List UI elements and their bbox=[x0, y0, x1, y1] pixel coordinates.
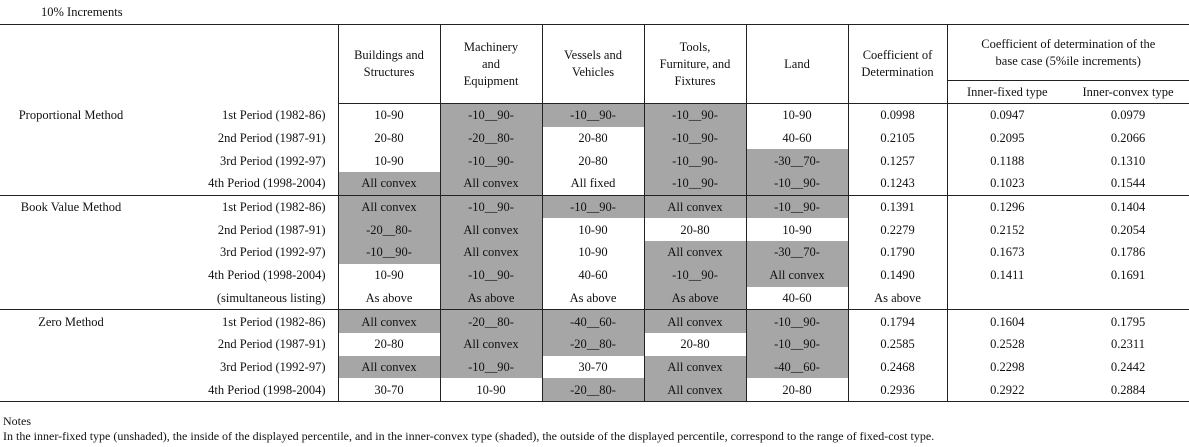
table-row bbox=[0, 127, 1189, 150]
fixed-cell: 20-80 bbox=[542, 149, 644, 172]
header-buildings: Buildings and Structures bbox=[338, 25, 440, 104]
inner-convex-cell: 0.1786 bbox=[1110, 245, 1146, 260]
results-table bbox=[0, 24, 1189, 402]
convex-cell: -10__90- bbox=[746, 333, 848, 356]
convex-cell: -20__80- bbox=[542, 378, 644, 401]
coef-cell: 0.1794 bbox=[848, 310, 947, 333]
fixed-cell: As above bbox=[542, 287, 644, 310]
table-row bbox=[0, 310, 1189, 333]
method-label: Zero Method bbox=[38, 314, 104, 329]
convex-cell: All convex bbox=[644, 195, 746, 218]
convex-cell: All convex bbox=[644, 241, 746, 264]
inner-convex-cell: 0.2442 bbox=[1110, 359, 1146, 374]
convex-cell: All convex bbox=[440, 241, 542, 264]
period-label: 2nd Period (1987-91) bbox=[148, 218, 338, 241]
header-inner-convex: Inner-convex type bbox=[1067, 81, 1189, 104]
inner-fixed-cell: 0.2298 bbox=[990, 359, 1025, 374]
convex-cell: All convex bbox=[440, 218, 542, 241]
table-row bbox=[0, 264, 1189, 287]
convex-cell: All convex bbox=[338, 310, 440, 333]
coef-cell: 0.1391 bbox=[848, 195, 947, 218]
period-label: 2nd Period (1987-91) bbox=[148, 127, 338, 150]
inner-convex-cell: 0.2884 bbox=[1067, 378, 1189, 401]
fixed-cell: 10-90 bbox=[338, 264, 440, 287]
convex-cell: -30__70- bbox=[746, 241, 848, 264]
convex-cell: -10__90- bbox=[542, 104, 644, 127]
fixed-cell: 20-80 bbox=[338, 127, 440, 150]
coef-cell: 0.1490 bbox=[848, 264, 947, 287]
header-vessels: Vessels and Vehicles bbox=[542, 25, 644, 104]
notes-text: In the inner-fixed type (unshaded), the inside of the displayed percentile, and in the inner-convex type (shaded), the outside of the displayed percentile, correspond to the range of fixed-cost type. bbox=[3, 429, 935, 443]
fixed-cell: 20-80 bbox=[644, 333, 746, 356]
inner-fixed-cell: 0.1023 bbox=[947, 172, 1067, 195]
table-row bbox=[0, 333, 1189, 356]
fixed-cell: 10-90 bbox=[338, 104, 440, 127]
coef-cell: 0.2936 bbox=[848, 378, 947, 401]
inner-convex-cell: 0.1795 bbox=[1110, 314, 1146, 329]
fixed-cell: 20-80 bbox=[746, 378, 848, 401]
inner-fixed-cell: 0.1673 bbox=[990, 245, 1025, 260]
coef-cell: 0.1257 bbox=[848, 149, 947, 172]
fixed-cell: 30-70 bbox=[338, 378, 440, 401]
header-row bbox=[0, 25, 1189, 81]
fixed-cell: As above bbox=[338, 287, 440, 310]
period-label: 4th Period (1998-2004) bbox=[148, 264, 338, 287]
fixed-cell: All fixed bbox=[542, 172, 644, 195]
table-row bbox=[0, 104, 1189, 127]
inner-fixed-cell: 0.2152 bbox=[990, 222, 1025, 237]
convex-cell: -20__80- bbox=[338, 218, 440, 241]
convex-cell: -10__90- bbox=[746, 172, 848, 195]
inner-fixed-cell bbox=[947, 287, 1067, 310]
convex-cell: All convex bbox=[644, 378, 746, 401]
convex-cell: -40__60- bbox=[542, 310, 644, 333]
table-caption: 10% Increments bbox=[41, 5, 123, 19]
period-label: 4th Period (1998-2004) bbox=[148, 172, 338, 195]
fixed-cell: 20-80 bbox=[338, 333, 440, 356]
period-label: 3rd Period (1992-97) bbox=[148, 356, 338, 379]
fixed-cell: 10-90 bbox=[746, 104, 848, 127]
header-tools: Tools, Furniture, and Fixtures bbox=[644, 25, 746, 104]
coef-cell: 0.2105 bbox=[848, 127, 947, 150]
fixed-cell: 20-80 bbox=[644, 218, 746, 241]
convex-cell: All convex bbox=[746, 264, 848, 287]
convex-cell: All convex bbox=[338, 172, 440, 195]
coef-cell: 0.1243 bbox=[848, 172, 947, 195]
fixed-cell: 30-70 bbox=[542, 356, 644, 379]
convex-cell: -10__90- bbox=[644, 264, 746, 287]
period-label: 3rd Period (1992-97) bbox=[148, 149, 338, 172]
convex-cell: As above bbox=[644, 287, 746, 310]
table-row bbox=[0, 378, 1189, 401]
inner-fixed-cell: 0.1188 bbox=[990, 153, 1025, 168]
convex-cell: -10__90- bbox=[440, 104, 542, 127]
convex-cell: -20__80- bbox=[542, 333, 644, 356]
inner-convex-cell: 0.1404 bbox=[1110, 200, 1146, 215]
table-row bbox=[0, 241, 1189, 264]
convex-cell: As above bbox=[440, 287, 542, 310]
period-label: 1st Period (1982-86) bbox=[148, 104, 338, 127]
header-machinery: Machinery and Equipment bbox=[440, 25, 542, 104]
inner-convex-cell: 0.0979 bbox=[1110, 108, 1146, 123]
convex-cell: All convex bbox=[644, 310, 746, 333]
convex-cell: -10__90- bbox=[338, 241, 440, 264]
fixed-cell: 10-90 bbox=[338, 149, 440, 172]
inner-convex-cell: 0.2311 bbox=[1111, 337, 1145, 352]
coef-cell: 0.2585 bbox=[848, 333, 947, 356]
convex-cell: All convex bbox=[644, 356, 746, 379]
period-label: 3rd Period (1992-97) bbox=[148, 241, 338, 264]
coef-cell: 0.1790 bbox=[848, 241, 947, 264]
convex-cell: -10__90- bbox=[440, 195, 542, 218]
inner-fixed-cell: 0.0947 bbox=[990, 108, 1025, 123]
convex-cell: -10__90- bbox=[440, 149, 542, 172]
notes bbox=[3, 414, 934, 444]
inner-convex-cell: 0.2054 bbox=[1110, 222, 1146, 237]
inner-convex-cell: 0.2066 bbox=[1110, 131, 1146, 146]
period-label: (simultaneous listing) bbox=[148, 287, 338, 310]
method-label: Book Value Method bbox=[20, 200, 122, 215]
table-row bbox=[0, 287, 1189, 310]
period-label: 2nd Period (1987-91) bbox=[148, 333, 338, 356]
convex-cell: All convex bbox=[440, 172, 542, 195]
coef-cell: 0.0998 bbox=[848, 104, 947, 127]
fixed-cell: 20-80 bbox=[542, 127, 644, 150]
convex-cell: -10__90- bbox=[746, 310, 848, 333]
inner-fixed-cell: 0.1604 bbox=[990, 314, 1025, 329]
convex-cell: All convex bbox=[338, 195, 440, 218]
header-inner-fixed: Inner-fixed type bbox=[947, 81, 1067, 104]
inner-fixed-cell: 0.1411 bbox=[990, 268, 1025, 283]
convex-cell: -10__90- bbox=[644, 172, 746, 195]
table-row bbox=[0, 172, 1189, 195]
convex-cell: -10__90- bbox=[746, 195, 848, 218]
fixed-cell: 10-90 bbox=[542, 218, 644, 241]
method-label: Proportional Method bbox=[18, 108, 124, 123]
fixed-cell: 40-60 bbox=[542, 264, 644, 287]
fixed-cell: 40-60 bbox=[746, 127, 848, 150]
table-row bbox=[0, 218, 1189, 241]
convex-cell: -10__90- bbox=[440, 356, 542, 379]
fixed-cell: 40-60 bbox=[746, 287, 848, 310]
convex-cell: All convex bbox=[440, 333, 542, 356]
header-coefficient: Coefficient of Determination bbox=[848, 25, 947, 104]
fixed-cell: 10-90 bbox=[542, 241, 644, 264]
convex-cell: -10__90- bbox=[644, 127, 746, 150]
convex-cell: All convex bbox=[338, 356, 440, 379]
convex-cell: -40__60- bbox=[746, 356, 848, 379]
table-row bbox=[0, 149, 1189, 172]
period-label: 4th Period (1998-2004) bbox=[148, 378, 338, 401]
fixed-cell: 10-90 bbox=[440, 378, 542, 401]
fixed-cell: 10-90 bbox=[746, 218, 848, 241]
notes-title: Notes bbox=[3, 414, 31, 428]
period-label: 1st Period (1982-86) bbox=[148, 310, 338, 333]
coef-cell: 0.2279 bbox=[848, 218, 947, 241]
header-base-case: Coefficient of determination of the base case (5%ile increments) bbox=[947, 25, 1189, 81]
inner-convex-cell: 0.1691 bbox=[1110, 268, 1146, 283]
period-label: 1st Period (1982-86) bbox=[148, 195, 338, 218]
convex-cell: -10__90- bbox=[542, 195, 644, 218]
inner-fixed-cell: 0.2528 bbox=[990, 337, 1025, 352]
inner-fixed-cell: 0.2095 bbox=[990, 131, 1025, 146]
convex-cell: -30__70- bbox=[746, 149, 848, 172]
header-land: Land bbox=[746, 25, 848, 104]
convex-cell: -10__90- bbox=[440, 264, 542, 287]
coef-cell: As above bbox=[848, 287, 947, 310]
table-row bbox=[0, 356, 1189, 379]
convex-cell: -20__80- bbox=[440, 310, 542, 333]
convex-cell: -20__80- bbox=[440, 127, 542, 150]
convex-cell: -10__90- bbox=[644, 104, 746, 127]
inner-convex-cell: 0.1310 bbox=[1110, 153, 1146, 168]
inner-fixed-cell: 0.2922 bbox=[947, 378, 1067, 401]
inner-fixed-cell: 0.1296 bbox=[990, 200, 1025, 215]
inner-convex-cell bbox=[1067, 287, 1189, 310]
coef-cell: 0.2468 bbox=[848, 356, 947, 379]
convex-cell: -10__90- bbox=[644, 149, 746, 172]
inner-convex-cell: 0.1544 bbox=[1067, 172, 1189, 195]
table-row bbox=[0, 195, 1189, 218]
